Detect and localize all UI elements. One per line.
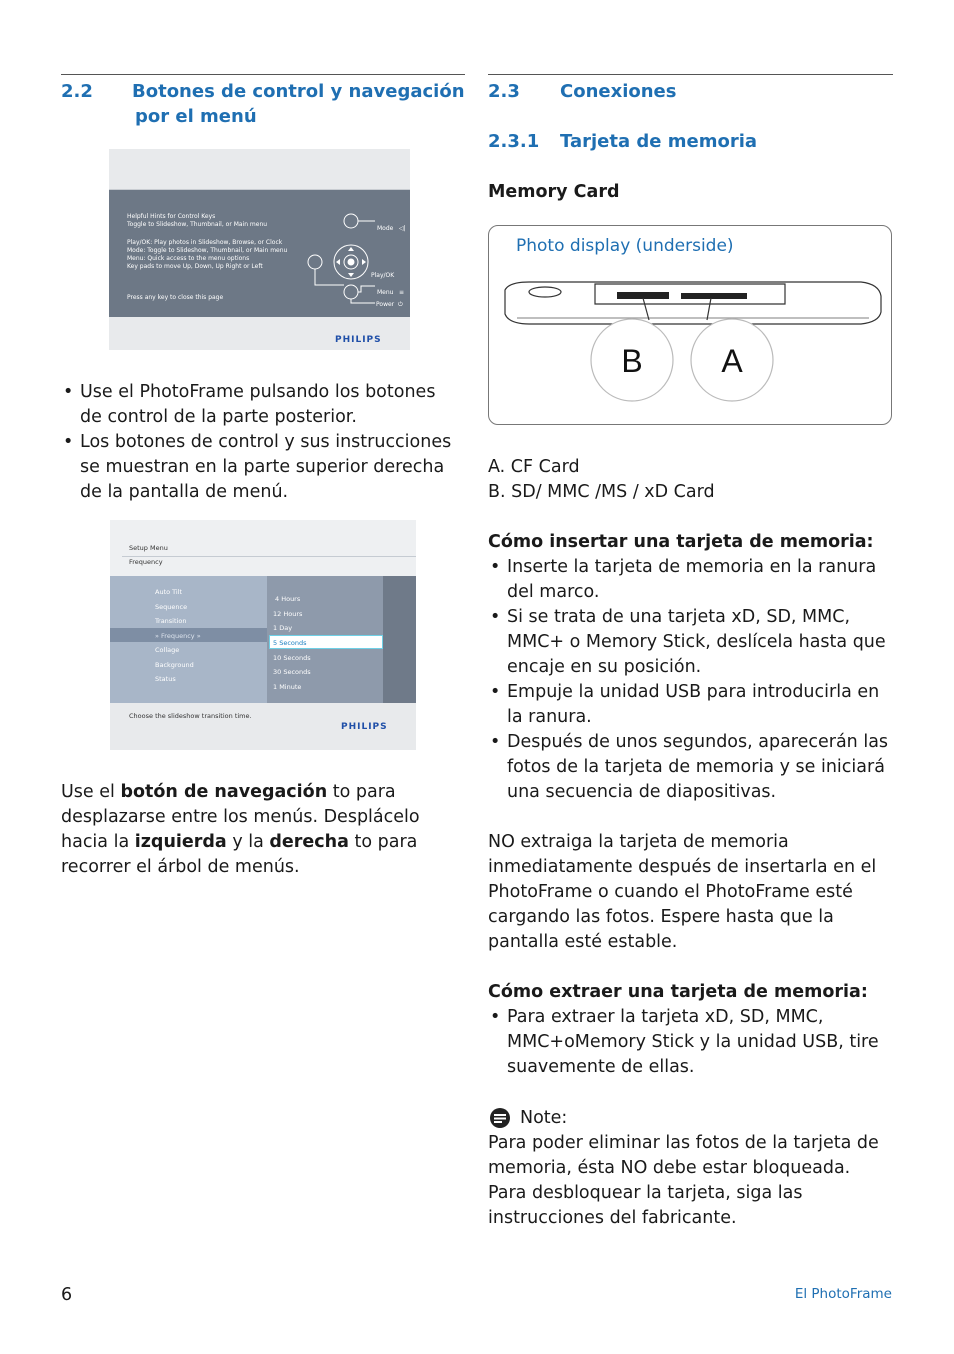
figure-caption: Photo display (underside) [516,236,734,256]
remove-bullets [488,1005,883,1080]
insert-bullet: • Empuje la unidad USB para introducirla en la ranura. [488,680,892,730]
section-title-conexiones: Conexiones [560,81,677,102]
setup-menu-screenshot [110,520,416,750]
nav-text-4: to para recorrer el árbol de menús. [61,832,418,877]
hints-line2: Toggle to Slideshow, Thumbnail, or Main menu [127,221,268,228]
bullet-item: • Use el PhotoFrame pulsando los botones de control de la parte posterior. [61,380,456,430]
play-line4: Key pads to move Up, Down, Up Right or Left [127,263,263,270]
play-label: Play/OK [371,272,395,279]
page-number: 6 [61,1285,73,1305]
note-label: Note: [520,1108,568,1128]
option-5-seconds: 5 Seconds [273,639,307,647]
subsection-number-2-3-1: 2.3.1 [488,131,540,152]
press-any-key: Press any key to close this page [127,294,224,301]
figure-letter-b: B [621,343,643,379]
insert-bullet: • Después de unos segundos, aparecerán las fotos de la tarjeta de memoria y se iniciará una secuencia de diapositivas. [488,730,892,805]
menu-item-auto-tilt: Auto Tilt [155,588,183,596]
option-1-minute: 1 Minute [273,683,302,691]
insert-bullet: • Inserte la tarjeta de memoria en la ranura del marco. [488,555,892,605]
philips-logo: PHILIPS [341,722,388,732]
power-label: Power [376,301,395,308]
note-text: Para poder eliminar las fotos de la tarjeta de memoria, ésta NO debe estar bloqueada. Para desbloquear la tarjeta, siga las instrucciones del fabricante. [488,1133,879,1228]
hints-title: Helpful Hints for Control Keys [127,213,216,220]
play-line2: Mode: Toggle to Slideshow, Thumbnail, or Main menu [127,247,288,254]
menu-item-background: Background [155,661,194,669]
section-number-2-2: 2.2 [61,81,93,102]
option-10-seconds: 10 Seconds [273,654,311,662]
control-bullets [61,380,456,505]
section-title-line2: por el menú [135,106,257,127]
setup-menu-title: Setup Menu [129,544,168,552]
running-title: El PhotoFrame [794,1286,892,1302]
insert-bullet: • Si se trata de una tarjeta xD, SD, MMC, MMC+ o Memory Stick, deslícela hasta que encaje en su posición. [488,605,892,680]
memory-card-label: Memory Card [488,182,620,202]
setup-menu-footer: Choose the slideshow transition time. [129,712,252,720]
subsection-title: Tarjeta de memoria [560,131,758,152]
menu-icon: ≡ [399,289,405,296]
figure-letter-a: A [721,343,743,379]
menu-item-transition: Transition [155,617,187,625]
mode-icon: ◁| [399,225,406,232]
option-4-hours: 4 Hours [275,595,301,603]
navigation-paragraph [61,780,461,880]
insert-bullets [488,555,892,805]
menu-item-collage: Collage [155,646,180,654]
memory-card-figure [488,225,892,425]
insert-title: Cómo insertar una tarjeta de memoria: [488,532,874,552]
menu-item-sequence: Sequence [155,603,188,611]
nav-bold-right: derecha [269,832,349,852]
play-line1: Play/OK: Play photos in Slideshow, Browse, or Clock [127,239,283,246]
nav-bold-button: botón de navegación [120,782,328,802]
nav-text-3: y la [226,832,270,852]
remove-bullet: • Para extraer la tarjeta xD, SD, MMC, MMC+oMemory Stick y la unidad USB, tire suavemente de ellas. [488,1005,883,1080]
power-icon: ⏻ [398,301,403,308]
remove-title: Cómo extraer una tarjeta de memoria: [488,982,868,1002]
photo-display-underside-drawing [499,276,883,406]
menu-item-frequency: » Frequency » [155,632,201,640]
note-icon [489,1107,511,1129]
nav-bold-left: izquierda [134,832,227,852]
mode-label: Mode [377,225,394,232]
hints-panel [109,190,410,317]
nav-text-1: Use el [61,782,121,802]
warning-paragraph: NO extraiga la tarjeta de memoria inmediatamente después de insertarla en el PhotoFrame o cuando el PhotoFrame esté cargando las fotos. Espere hasta que la pantalla esté estable. [488,832,877,952]
section-title-line1: Botones de control y navegación [132,81,465,102]
menu-label: Menu [377,289,394,296]
play-line3: Menu: Quick access to the menu options [127,255,250,262]
nav-text-2: to para desplazarse entre los menús. Desplácelo hacia la [61,782,420,852]
option-1-day: 1 Day [273,624,293,632]
option-12-hours: 12 Hours [273,610,303,618]
section-number-2-3: 2.3 [488,81,520,102]
card-type-a: A. CF Card [488,457,580,477]
setup-menu-subtitle: Frequency [129,558,163,566]
bullet-item: • Los botones de control y sus instrucciones se muestran en la parte superior derecha de la pantalla de menú. [61,430,456,505]
control-hints-screenshot [109,149,410,350]
menu-item-status: Status [155,675,176,683]
card-type-b: B. SD/ MMC /MS / xD Card [488,482,715,502]
philips-logo: PHILIPS [335,335,382,345]
option-30-seconds: 30 Seconds [273,668,311,676]
left-top-rule [61,74,465,75]
right-top-rule [488,74,893,75]
